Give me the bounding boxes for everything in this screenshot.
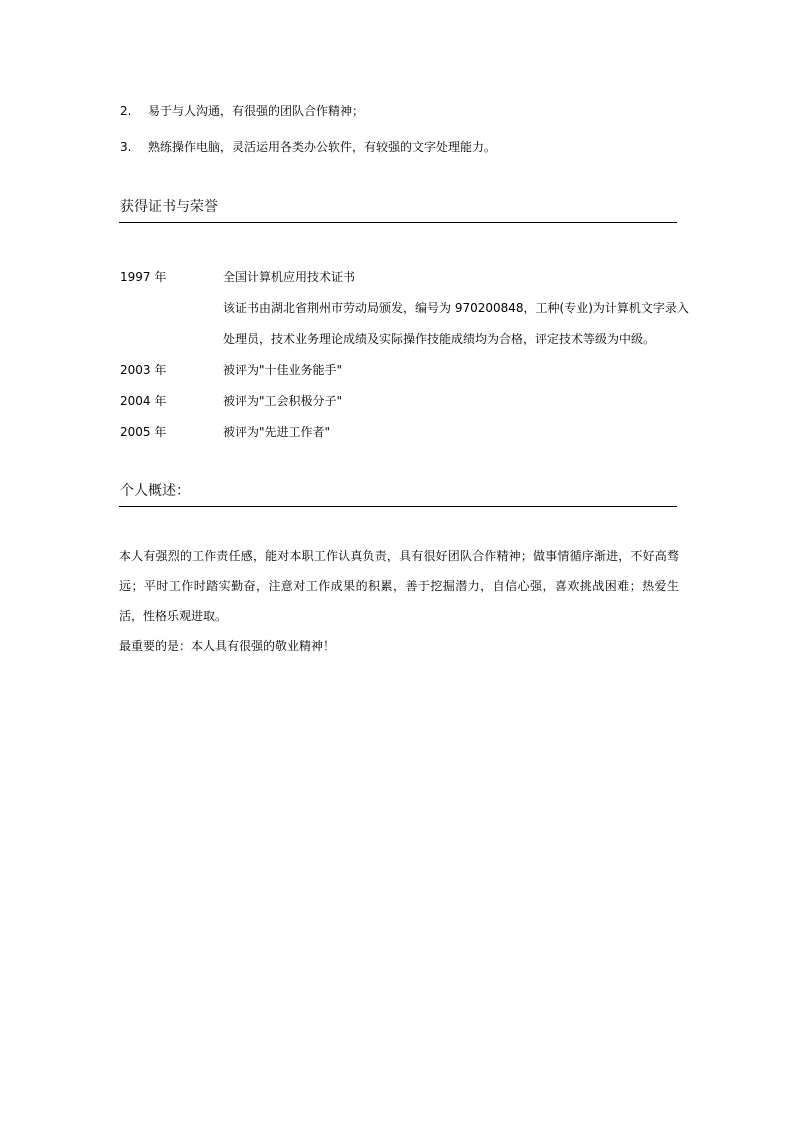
certificate-line: 处理员，技术业务理论成绩及实际操作技能成绩均为合格，评定技术等级为中级。 <box>223 332 656 346</box>
certificate-line: 被评为"十佳业务能手" <box>223 363 343 377</box>
certificate-year: 2004 年 <box>120 394 167 408</box>
skill-number: 3. <box>120 140 132 154</box>
summary-heading: 个人概述： <box>120 483 190 499</box>
certificates-divider <box>119 222 677 223</box>
certificate-entry <box>120 262 689 355</box>
summary-paragraph: 本人有强烈的工作责任感，能对本职工作认真负责，具有很好团队合作精神；做事情循序渐进，不好高骛远；平时工作时踏实勤奋，注意对工作成果的积累，善于挖掘潜力，自信心强，喜欢挑战困难；热爱生活，性格乐观进取。 <box>119 549 679 623</box>
certificate-details <box>223 355 680 386</box>
skill-item <box>120 138 680 174</box>
certificate-year: 1997 年 <box>120 270 167 284</box>
summary-divider <box>119 506 677 507</box>
skill-item <box>120 102 680 138</box>
skill-text: 熟练操作电脑，灵活运用各类办公软件，有较强的文字处理能力。 <box>148 140 497 154</box>
certificate-line: 全国计算机应用技术证书 <box>223 270 356 284</box>
summary-highlight: 最重要的是：本人具有很强的敬业精神！ <box>119 639 336 653</box>
certificate-line: 该证书由湖北省荆州市劳动局颁发，编号为 970200848，工种(专业)为计算机文字录入 <box>223 301 689 315</box>
certificate-details <box>223 417 680 448</box>
skill-text: 易于与人沟通，有很强的团队合作精神； <box>148 104 365 118</box>
certificate-entry <box>120 386 680 417</box>
certificate-year: 2003 年 <box>120 363 167 377</box>
skill-number: 2. <box>120 104 132 118</box>
certificate-details <box>223 262 689 355</box>
certificate-line: 被评为"工会积极分子" <box>223 394 343 408</box>
certificate-entry <box>120 355 680 386</box>
certificate-year: 2005 年 <box>120 425 167 439</box>
certificate-line: 被评为"先进工作者" <box>223 425 331 439</box>
summary-body <box>119 541 679 661</box>
certificate-details <box>223 386 680 417</box>
certificates-list <box>120 262 689 448</box>
certificates-heading: 获得证书与荣誉 <box>120 199 218 215</box>
certificate-entry <box>120 417 680 448</box>
skills-list <box>120 102 680 174</box>
